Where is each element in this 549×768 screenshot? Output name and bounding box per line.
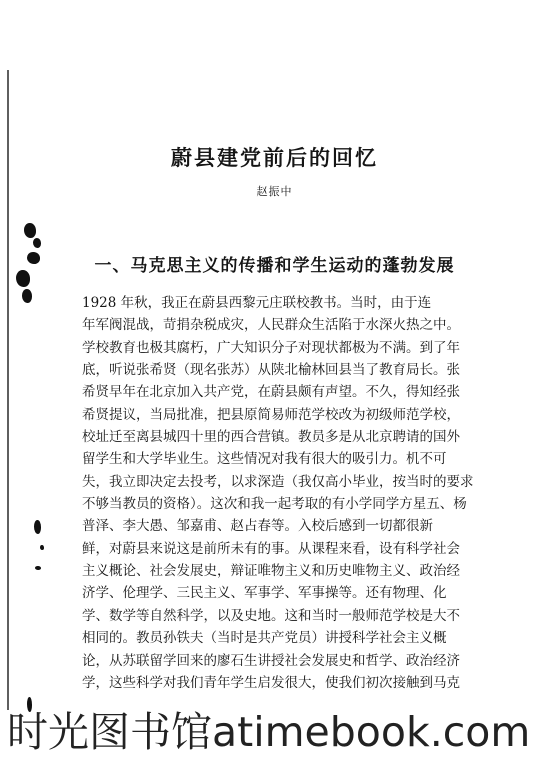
watermark-text: 时光图书馆atimebook.com — [7, 708, 531, 756]
section-heading: 一、马克思主义的传播和学生运动的蓬勃发展 — [94, 256, 455, 276]
body-line: 年军阀混战，苛捐杂税成灾，人民群众生活陷于水深火热之中。 — [82, 317, 460, 334]
document-title: 蔚县建党前后的回忆 — [171, 145, 378, 170]
margin-ink-mark — [40, 545, 44, 550]
body-line: 学校教育也极其腐朽，广大知识分子对现状都极为不满。到了年 — [82, 339, 460, 356]
body-line: 留学生和大学毕业生。这些情况对我有很大的吸引力。机不可 — [82, 451, 447, 468]
margin-ink-mark — [24, 223, 36, 238]
body-line: 1928 年秋，我正在蔚县西黎元庄联校教书。当时，由于连 — [82, 295, 432, 311]
body-line: 希贤早年在北京加入共产党，在蔚县颇有声望。不久，得知经张 — [82, 384, 460, 401]
body-line: 校址迁至离县城四十里的西合营镇。教员多是从北京聘请的国外 — [82, 429, 460, 446]
body-line: 学，这些科学对我们青年学生启发很大，使我们初次接触到马克 — [82, 674, 460, 691]
margin-ink-mark — [33, 238, 41, 248]
body-line: 希贤提议，当局批准，把县原简易师范学校改为初级师范学校， — [82, 406, 460, 423]
body-line: 论，从苏联留学回来的廖石生讲授社会发展史和哲学、政治经济 — [82, 652, 460, 669]
body-line: 普泽、李大愚、邹嘉甫、赵占春等。入校后感到一切都很新 — [82, 518, 433, 535]
body-line: 鲜，对蔚县来说这是前所未有的事。从课程来看，设有科学社会 — [82, 540, 460, 557]
body-text — [82, 292, 520, 694]
body-line: 失，我立即决定去投考，以求深造（我仅高小毕业，按当时的要求 — [82, 473, 474, 490]
author-name: 赵振中 — [256, 185, 293, 198]
margin-ink-mark — [35, 566, 41, 570]
margin-ink-mark — [22, 289, 32, 303]
body-line: 学、数学等自然科学，以及史地。这和当时一般师范学校是大不 — [82, 607, 460, 624]
body-line: 不够当教员的资格）。这次和我一起考取的有小学同学方星五、杨 — [82, 496, 467, 513]
body-line: 主义概论、社会发展史，辩证唯物主义和历史唯物主义、政治经 — [82, 563, 460, 580]
body-line: 底，听说张希贤（现名张苏）从陕北榆林回县当了教育局长。张 — [82, 362, 460, 379]
body-line: 济学、伦理学、三民主义、军事学、军事操等。还有物理、化 — [82, 585, 447, 602]
margin-ink-mark — [34, 520, 41, 534]
body-line: 相同的。教员孙铁夫（当时是共产党员）讲授科学社会主义概 — [82, 630, 447, 647]
